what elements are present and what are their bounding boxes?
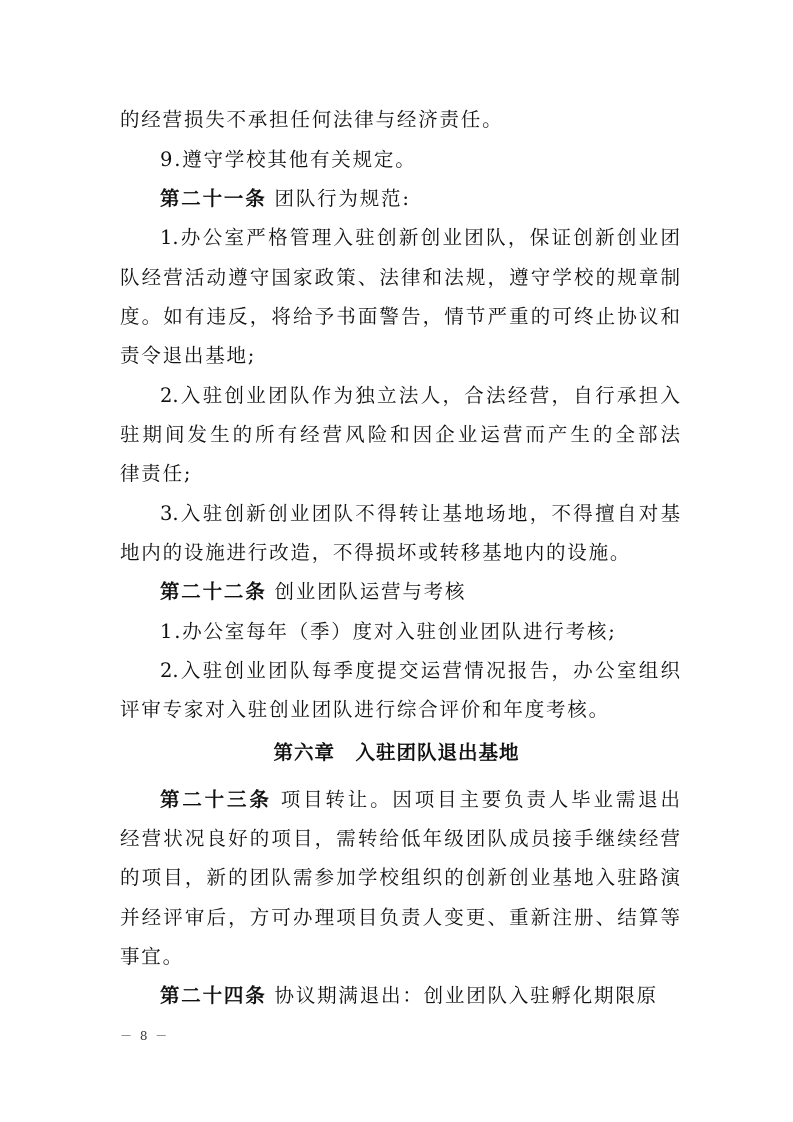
text-line: 评审专家对入驻创业团队进行综合评价和年度考核。 <box>120 698 610 721</box>
article-heading <box>160 986 680 1006</box>
text-line: 责令退出基地; <box>120 344 257 367</box>
text-line: 3.入驻创新创业团队不得转让基地场地，不得擅自对基 <box>160 502 680 525</box>
article-label: 第二十二条 <box>160 580 267 603</box>
article-text: 团队行为规范: <box>266 187 411 210</box>
page-number: － 8 － <box>120 1029 170 1043</box>
article-label: 第二十三条 <box>160 788 272 811</box>
text-line: 的项目，新的团队需参加学校组织的创新创业基地入驻路演 <box>120 866 680 889</box>
text-line: 队经营活动遵守国家政策、法律和法规，遵守学校的规章制 <box>120 266 680 289</box>
article-heading <box>160 189 680 209</box>
article-text: 创业团队运营与考核 <box>266 580 467 603</box>
article-label: 第二十一条 <box>160 187 267 210</box>
text-line: 地内的设施进行改造，不得损坏或转移基地内的设施。 <box>120 541 632 564</box>
text-line: 律责任; <box>120 462 193 485</box>
text-line: 2.入驻创业团队每季度提交运营情况报告，办公室组织 <box>160 659 680 682</box>
article-heading <box>160 790 680 810</box>
chapter-title: 第六章 入驻团队退出基地 <box>273 741 520 764</box>
text-line: 2.入驻创业团队作为独立法人，合法经营，自行承担入 <box>160 384 680 407</box>
text-line: 经营状况良好的项目，需转给低年级团队成员接手继续经营 <box>120 827 680 850</box>
text-line: 事宜。 <box>120 945 184 968</box>
text-line: 的经营损失不承担任何法律与经济责任。 <box>120 108 504 131</box>
text-line: 9.遵守学校其他有关规定。 <box>160 148 417 171</box>
text-line: 度。如有违反，将给予书面警告，情节严重的可终止协议和 <box>120 305 680 328</box>
text-line: 驻期间发生的所有经营风险和因企业运营而产生的全部法 <box>120 423 680 446</box>
article-heading <box>160 582 680 602</box>
text-line: 1.办公室每年（季）度对入驻创业团队进行考核; <box>160 620 617 643</box>
text-line: 并经评审后，方可办理项目负责人变更、重新注册、结算等 <box>120 906 680 929</box>
article-label: 第二十四条 <box>160 984 267 1007</box>
text-line: 1.办公室严格管理入驻创新创业团队，保证创新创业团 <box>160 226 680 249</box>
article-text: 项目转让。因项目主要负责人毕业需退出 <box>271 788 680 811</box>
article-text: 协议期满退出：创业团队入驻孵化期限原 <box>266 984 658 1007</box>
